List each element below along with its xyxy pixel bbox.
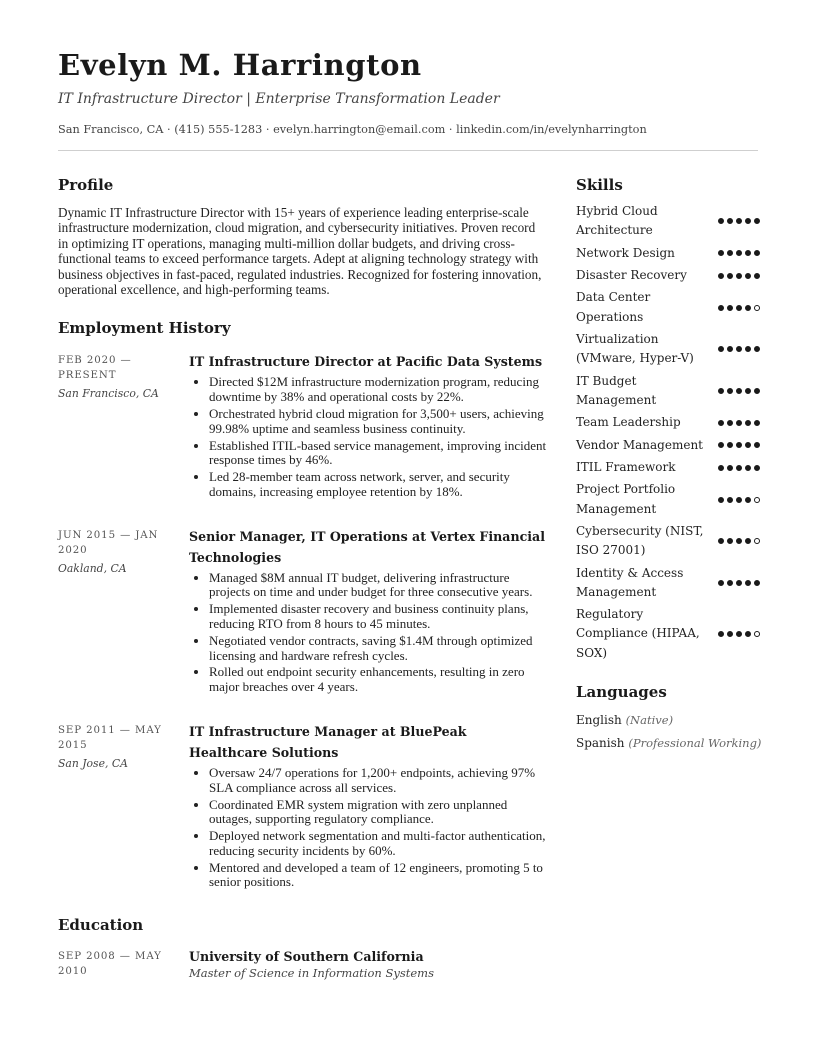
skill-item <box>576 202 760 240</box>
skill-item <box>576 458 760 477</box>
job-location: San Francisco, CA <box>58 387 159 401</box>
skill-name: Data Center Operations <box>576 290 651 324</box>
filled-dot-icon <box>718 442 724 448</box>
skill-rating <box>718 218 760 224</box>
skill-name: Disaster Recovery <box>576 267 687 282</box>
job-meta <box>58 351 189 501</box>
filled-dot-icon <box>718 538 724 544</box>
skill-name: IT Budget Management <box>576 373 657 407</box>
filled-dot-icon <box>727 420 733 426</box>
filled-dot-icon <box>736 250 742 256</box>
filled-dot-icon <box>745 346 751 352</box>
filled-dot-icon <box>736 465 742 471</box>
education-school: University of Southern California <box>189 949 424 965</box>
employment-section <box>58 317 548 892</box>
languages-section <box>576 681 760 755</box>
skill-rating <box>718 273 760 279</box>
education-meta <box>58 947 189 981</box>
job-dates: JUN 2015 — JAN 2020 <box>58 529 159 556</box>
job-bullet: • Directed $12M infrastructure modernization program, reducing downtime by 38% and operational costs by 22%. <box>209 375 548 404</box>
education-body <box>189 947 548 981</box>
header-divider <box>58 150 758 151</box>
filled-dot-icon <box>745 631 751 637</box>
filled-dot-icon <box>718 631 724 637</box>
filled-dot-icon <box>754 465 760 471</box>
sidebar-column <box>576 174 760 755</box>
filled-dot-icon <box>736 305 742 311</box>
job-bullet: • Orchestrated hybrid cloud migration for 3,500+ users, achieving 99.98% uptime and seamless business continuity. <box>209 407 548 436</box>
filled-dot-icon <box>745 580 751 586</box>
skill-rating <box>718 420 760 426</box>
job-body <box>189 351 548 501</box>
filled-dot-icon <box>736 631 742 637</box>
skill-rating <box>718 465 760 471</box>
filled-dot-icon <box>718 465 724 471</box>
language-level: (Native) <box>625 712 674 727</box>
job-bullet: • Mentored and developed a team of 12 engineers, promoting 5 to senior positions. <box>209 861 548 890</box>
job-bullet: • Implemented disaster recovery and business continuity plans, reducing RTO from 8 hours to 45 minutes. <box>209 602 548 631</box>
filled-dot-icon <box>718 497 724 503</box>
job-list <box>58 351 548 892</box>
job-location: San Jose, CA <box>58 757 128 771</box>
filled-dot-icon <box>745 305 751 311</box>
skill-item <box>576 244 760 263</box>
skill-name: Regulatory Compliance (HIPAA, SOX) <box>576 607 700 660</box>
resume-header <box>58 46 758 138</box>
education-dates: SEP 2008 — MAY 2010 <box>58 951 162 978</box>
education-heading: Education <box>58 916 144 935</box>
skill-item <box>576 436 760 455</box>
skills-list <box>576 202 760 663</box>
job-body <box>189 721 548 892</box>
skill-name: Virtualization (VMware, Hyper-V) <box>576 331 694 366</box>
job-bullet: • Rolled out endpoint security enhancements, resulting in zero major breaches over 4 years. <box>209 665 548 694</box>
empty-dot-icon <box>754 305 760 311</box>
skill-rating <box>718 580 760 586</box>
language-level: (Professional Working) <box>628 735 762 750</box>
skill-item <box>576 413 760 432</box>
filled-dot-icon <box>745 497 751 503</box>
filled-dot-icon <box>754 250 760 256</box>
filled-dot-icon <box>727 388 733 394</box>
empty-dot-icon <box>754 631 760 637</box>
languages-list <box>576 709 760 755</box>
filled-dot-icon <box>745 273 751 279</box>
skill-name: Network Design <box>576 245 675 260</box>
filled-dot-icon <box>718 420 724 426</box>
filled-dot-icon <box>727 218 733 224</box>
filled-dot-icon <box>745 388 751 394</box>
job-bullet: • Managed $8M annual IT budget, delivering infrastructure projects on time and under budget for three consecutive years. <box>209 571 548 600</box>
filled-dot-icon <box>745 250 751 256</box>
filled-dot-icon <box>736 273 742 279</box>
skill-item <box>576 372 760 410</box>
job-bullets <box>189 766 548 890</box>
filled-dot-icon <box>727 442 733 448</box>
skill-rating <box>718 388 760 394</box>
filled-dot-icon <box>727 305 733 311</box>
job-body <box>189 526 548 697</box>
language-item <box>576 709 760 732</box>
education-degree: Master of Science in Information Systems <box>189 966 434 981</box>
filled-dot-icon <box>736 538 742 544</box>
filled-dot-icon <box>718 273 724 279</box>
job-bullet: • Led 28-member team across network, server, and security domains, increasing employee retention by 18%. <box>209 470 548 499</box>
job-entry <box>58 721 548 892</box>
filled-dot-icon <box>736 346 742 352</box>
filled-dot-icon <box>736 388 742 394</box>
filled-dot-icon <box>736 497 742 503</box>
skills-heading: Skills <box>576 176 623 194</box>
filled-dot-icon <box>727 580 733 586</box>
filled-dot-icon <box>736 442 742 448</box>
skill-item <box>576 288 760 326</box>
profile-summary: Dynamic IT Infrastructure Director with 15+ years of experience leading enterprise-scale infrastructure modernization, cloud migration, and cybersecurity initiatives. Proven record in optimizing IT operations, managing multi-million dollar budgets, and driving cross-functional teams to exceed performance targets. Adept at aligning technology strategy with business objectives in fast-paced, regulated industries. Recognized for fostering innovation, operational excellence, and high-performing teams. <box>58 205 542 298</box>
skill-name: Project Portfolio Management <box>576 482 676 516</box>
empty-dot-icon <box>754 497 760 503</box>
skill-item <box>576 605 760 663</box>
candidate-headline: IT Infrastructure Director | Enterprise Transformation Leader <box>58 91 500 107</box>
skill-rating <box>718 305 760 311</box>
skill-item <box>576 266 760 285</box>
skill-name: Vendor Management <box>576 437 703 452</box>
filled-dot-icon <box>727 273 733 279</box>
skills-section <box>576 174 760 663</box>
filled-dot-icon <box>754 580 760 586</box>
contact-line: San Francisco, CA · (415) 555-1283 · evelyn.harrington@email.com · linkedin.com/in/evelynharrington <box>58 123 647 136</box>
filled-dot-icon <box>754 442 760 448</box>
languages-heading: Languages <box>576 682 667 701</box>
main-column <box>58 174 548 981</box>
skill-item <box>576 522 760 560</box>
skill-name: Hybrid Cloud Architecture <box>576 204 658 238</box>
skill-name: Cybersecurity (NIST, ISO 27001) <box>576 523 704 558</box>
filled-dot-icon <box>745 420 751 426</box>
language-item <box>576 732 760 755</box>
education-entry <box>58 947 548 981</box>
filled-dot-icon <box>727 465 733 471</box>
job-location: Oakland, CA <box>58 561 127 575</box>
filled-dot-icon <box>754 420 760 426</box>
skill-rating <box>718 497 760 503</box>
education-list <box>58 947 548 981</box>
filled-dot-icon <box>736 218 742 224</box>
job-dates: FEB 2020 — PRESENT <box>58 355 132 382</box>
job-bullets <box>189 571 548 695</box>
filled-dot-icon <box>718 218 724 224</box>
skill-rating <box>718 346 760 352</box>
skill-item <box>576 330 760 368</box>
skill-rating <box>718 250 760 256</box>
skill-name: Team Leadership <box>576 415 681 430</box>
filled-dot-icon <box>718 580 724 586</box>
job-title: Senior Manager, IT Operations at Vertex Financial Technologies <box>189 528 545 565</box>
job-title: IT Infrastructure Manager at BluePeak Healthcare Solutions <box>189 724 467 761</box>
employment-heading: Employment History <box>58 319 231 338</box>
filled-dot-icon <box>754 346 760 352</box>
filled-dot-icon <box>754 388 760 394</box>
filled-dot-icon <box>745 442 751 448</box>
profile-section <box>58 174 548 297</box>
job-entry <box>58 351 548 501</box>
job-bullet: • Established ITIL-based service management, improving incident response times by 46%. <box>209 439 548 468</box>
job-meta <box>58 721 189 892</box>
job-bullets <box>189 375 548 499</box>
job-meta <box>58 526 189 697</box>
filled-dot-icon <box>727 631 733 637</box>
skill-name: ITIL Framework <box>576 459 676 474</box>
filled-dot-icon <box>745 218 751 224</box>
empty-dot-icon <box>754 538 760 544</box>
skill-item <box>576 564 760 602</box>
profile-heading: Profile <box>58 176 114 194</box>
filled-dot-icon <box>745 465 751 471</box>
skill-rating <box>718 442 760 448</box>
filled-dot-icon <box>754 273 760 279</box>
filled-dot-icon <box>754 218 760 224</box>
filled-dot-icon <box>736 420 742 426</box>
filled-dot-icon <box>718 250 724 256</box>
job-bullet: • Oversaw 24/7 operations for 1,200+ endpoints, achieving 97% SLA compliance across all services. <box>209 766 548 795</box>
filled-dot-icon <box>718 305 724 311</box>
filled-dot-icon <box>727 497 733 503</box>
language-name: Spanish <box>576 735 625 750</box>
filled-dot-icon <box>736 580 742 586</box>
job-bullet: • Negotiated vendor contracts, saving $1.4M through optimized licensing and hardware refresh cycles. <box>209 634 548 663</box>
filled-dot-icon <box>727 346 733 352</box>
education-section <box>58 914 548 981</box>
job-title: IT Infrastructure Director at Pacific Data Systems <box>189 354 543 370</box>
skill-rating <box>718 538 760 544</box>
filled-dot-icon <box>718 346 724 352</box>
filled-dot-icon <box>718 388 724 394</box>
job-entry <box>58 526 548 697</box>
job-bullet: • Coordinated EMR system migration with zero unplanned outages, supporting regulatory compliance. <box>209 798 548 827</box>
skill-item <box>576 480 760 518</box>
language-name: English <box>576 712 622 727</box>
skill-rating <box>718 631 760 637</box>
job-dates: SEP 2011 — MAY 2015 <box>58 725 162 752</box>
filled-dot-icon <box>727 250 733 256</box>
job-bullet: • Deployed network segmentation and multi-factor authentication, reducing security incidents by 60%. <box>209 829 548 858</box>
filled-dot-icon <box>727 538 733 544</box>
candidate-name: Evelyn M. Harrington <box>58 48 422 82</box>
skill-name: Identity & Access Management <box>576 565 684 599</box>
filled-dot-icon <box>745 538 751 544</box>
